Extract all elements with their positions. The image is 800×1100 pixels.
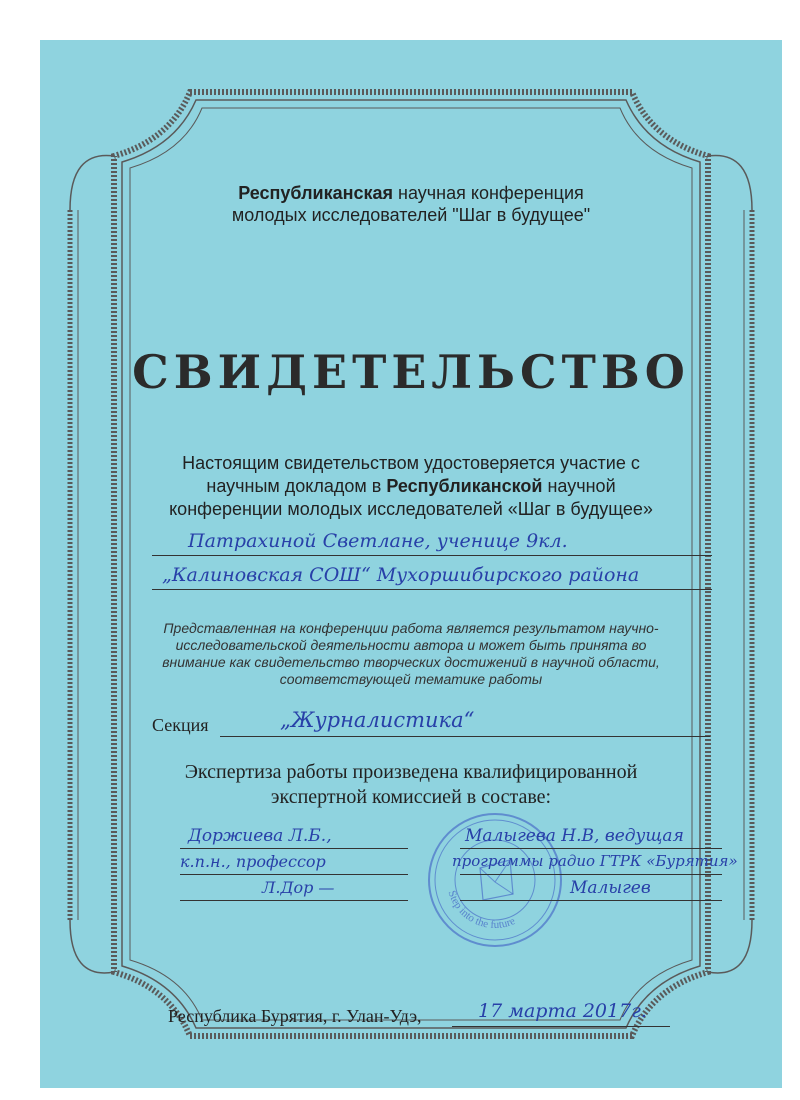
expert-right-underline3 <box>460 900 722 901</box>
expert-right-signature: Малыгев <box>570 878 651 898</box>
expert-left-signature: Л.Дор — <box>262 878 335 897</box>
intro-text <box>40 452 782 521</box>
certificate-sheet <box>40 40 782 1088</box>
statement-line1: Представленная на конференции работа является результатом научно- <box>163 620 659 636</box>
intro-line2-bold: Республиканской <box>386 476 543 496</box>
footer-date-underline <box>452 1026 670 1027</box>
footer-place: Республика Бурятия, г. Улан-Удэ, <box>168 1006 422 1026</box>
recipient-underline1 <box>152 555 712 556</box>
expertise-text <box>40 760 782 810</box>
expert-right-underline1 <box>460 848 722 849</box>
stamp-text: Step into the future <box>445 889 517 932</box>
footer-date: 17 марта 2017г. <box>478 1000 647 1022</box>
expert-left-underline3 <box>180 900 408 901</box>
recipient-line2: „Калиновская СОШ“ Мухоршибирского района <box>162 564 640 586</box>
expert-left-underline1 <box>180 848 408 849</box>
statement-line2: исследовательской деятельности автора и может быть принята во <box>175 637 647 653</box>
certificate-title: СВИДЕТЕЛЬСТВО <box>132 345 690 399</box>
organizer-bold: Республиканская <box>238 183 394 203</box>
expert-left-line1: Доржиева Л.Б., <box>188 826 332 846</box>
organizer-rest: научная конференция <box>398 183 584 203</box>
intro-line2-post: научной <box>547 476 616 496</box>
frame-corner-bl <box>70 920 114 973</box>
organizer-heading <box>40 182 782 226</box>
expertise-line1: Экспертиза работы произведена квалифицированной <box>184 761 638 783</box>
expert-right-line2: программы радио ГТРК «Бурятия» <box>452 852 738 870</box>
recipient-line1: Патрахиной Светлане, ученице 9кл. <box>188 530 568 552</box>
frame-corner-br <box>708 920 752 973</box>
recipient-underline2 <box>152 589 712 590</box>
statement-line3: внимание как свидетельство творческих достижений в научной области, <box>162 654 660 670</box>
expert-left-underline2 <box>180 874 408 875</box>
expert-right-line1: Малыгева Н.В, ведущая <box>465 826 684 846</box>
expertise-line2: экспертной комиссией в составе: <box>270 786 552 808</box>
intro-line3: конференции молодых исследователей «Шаг в будущее» <box>169 499 653 519</box>
intro-line2-pre: научным докладом в <box>206 476 382 496</box>
statement-text <box>40 620 782 688</box>
expert-right-underline2 <box>460 874 722 875</box>
section-underline <box>220 736 710 737</box>
expert-left-line2: к.п.н., профессор <box>180 852 326 871</box>
statement-line4: соответствующей тематике работы <box>279 671 543 687</box>
section-value: „Журналистика“ <box>280 708 475 732</box>
organizer-line2: молодых исследователей "Шаг в будущее" <box>231 205 591 225</box>
intro-line1: Настоящим свидетельством удостоверяется участие с <box>182 453 640 473</box>
section-label: Секция <box>152 715 209 735</box>
